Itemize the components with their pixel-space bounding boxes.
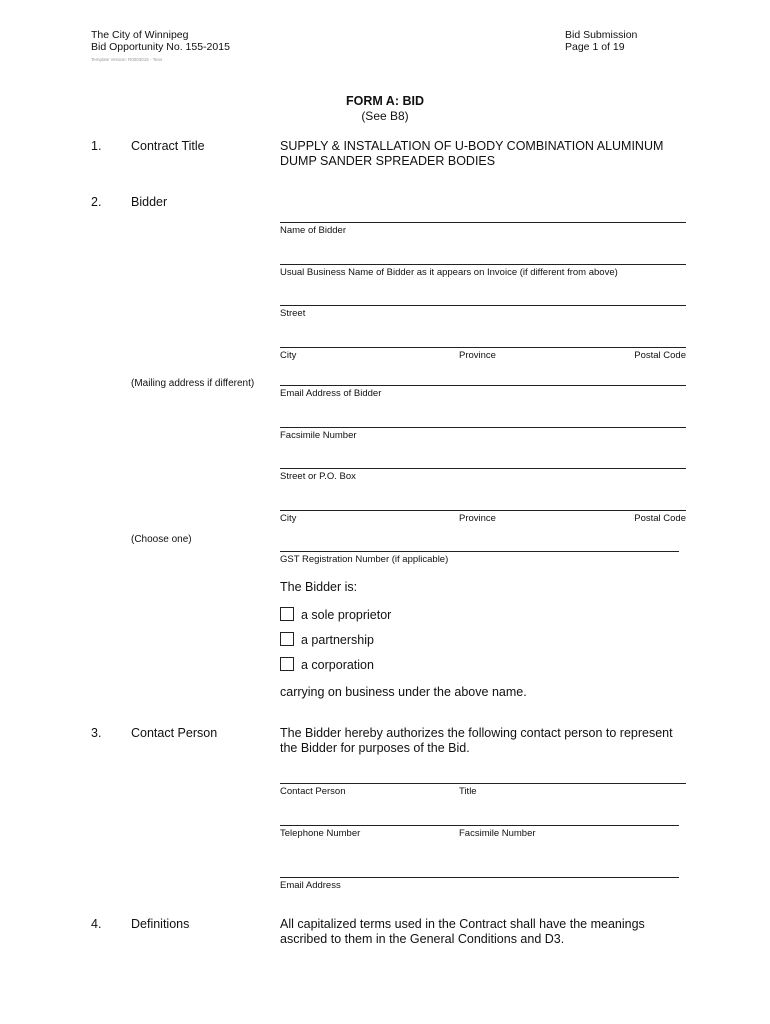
street-line[interactable] <box>280 305 686 306</box>
postal-code-2-label: Postal Code <box>634 513 686 524</box>
contact-person-label: Contact Person <box>280 786 346 797</box>
contact-text-line-2: the Bidder for purposes of the Bid. <box>280 741 470 755</box>
sole-proprietor-label: a sole proprietor <box>301 608 392 622</box>
city-2-label: City <box>280 513 297 524</box>
header-org: The City of Winnipeg <box>91 29 189 41</box>
contact-text-line-1: The Bidder hereby authorizes the following contact person to represent <box>280 726 673 740</box>
header-page-number: Page 1 of 19 <box>565 41 625 53</box>
contact-person-line[interactable] <box>280 783 686 784</box>
fax-label: Facsimile Number <box>280 430 357 441</box>
province-2-label: Province <box>459 513 496 524</box>
contract-title-line-2: DUMP SANDER SPREADER BODIES <box>280 154 496 168</box>
email-label: Email Address of Bidder <box>280 388 382 399</box>
fax-line[interactable] <box>280 427 686 428</box>
sole-proprietor-checkbox[interactable] <box>280 607 294 621</box>
telephone-label: Telephone Number <box>280 828 361 839</box>
email-line[interactable] <box>280 385 686 386</box>
header-submission: Bid Submission <box>565 29 638 41</box>
section-1-label: Contract Title <box>131 139 205 153</box>
partnership-checkbox[interactable] <box>280 632 294 646</box>
contact-email-label: Email Address <box>280 880 341 891</box>
corporation-checkbox[interactable] <box>280 657 294 671</box>
telephone-line[interactable] <box>280 825 679 826</box>
contact-title-label: Title <box>459 786 477 797</box>
contact-email-line[interactable] <box>280 877 679 878</box>
section-4-number: 4. <box>91 917 102 931</box>
city-2-line[interactable] <box>280 510 686 511</box>
contact-fax-label: Facsimile Number <box>459 828 536 839</box>
usual-name-label: Usual Business Name of Bidder as it appears on Invoice (if different from above) <box>280 267 618 278</box>
street-po-label: Street or P.O. Box <box>280 471 356 482</box>
postal-code-label: Postal Code <box>634 350 686 361</box>
carrying-on-text: carrying on business under the above name. <box>280 685 527 699</box>
header-template-version: Template Version: R0003015 - Tens <box>91 57 163 62</box>
section-3-label: Contact Person <box>131 726 218 740</box>
gst-line[interactable] <box>280 551 679 552</box>
usual-name-line[interactable] <box>280 264 686 265</box>
header-bid-opportunity: Bid Opportunity No. 155-2015 <box>91 41 230 53</box>
choose-one-note: (Choose one) <box>131 534 192 545</box>
form-subtitle: (See B8) <box>361 109 409 123</box>
street-po-line[interactable] <box>280 468 686 469</box>
contract-title-line-1: SUPPLY & INSTALLATION OF U-BODY COMBINATION ALUMINUM <box>280 139 664 153</box>
section-1-number: 1. <box>91 139 102 153</box>
bidder-name-line[interactable] <box>280 222 686 223</box>
gst-label: GST Registration Number (if applicable) <box>280 554 449 565</box>
bidder-name-label: Name of Bidder <box>280 225 347 236</box>
street-label: Street <box>280 308 306 319</box>
section-2-number: 2. <box>91 195 102 209</box>
mailing-address-note: (Mailing address if different) <box>131 378 255 389</box>
corporation-label: a corporation <box>301 658 374 672</box>
city-label: City <box>280 350 297 361</box>
partnership-label: a partnership <box>301 633 374 647</box>
definitions-text-line-2: ascribed to them in the General Conditions and D3. <box>280 932 565 946</box>
bidder-is-text: The Bidder is: <box>280 580 358 594</box>
section-3-number: 3. <box>91 726 102 740</box>
definitions-text-line-1: All capitalized terms used in the Contract shall have the meanings <box>280 917 645 931</box>
form-title: FORM A: BID <box>346 94 424 108</box>
city-line[interactable] <box>280 347 686 348</box>
province-label: Province <box>459 350 496 361</box>
section-4-label: Definitions <box>131 917 190 931</box>
section-2-label: Bidder <box>131 195 168 209</box>
